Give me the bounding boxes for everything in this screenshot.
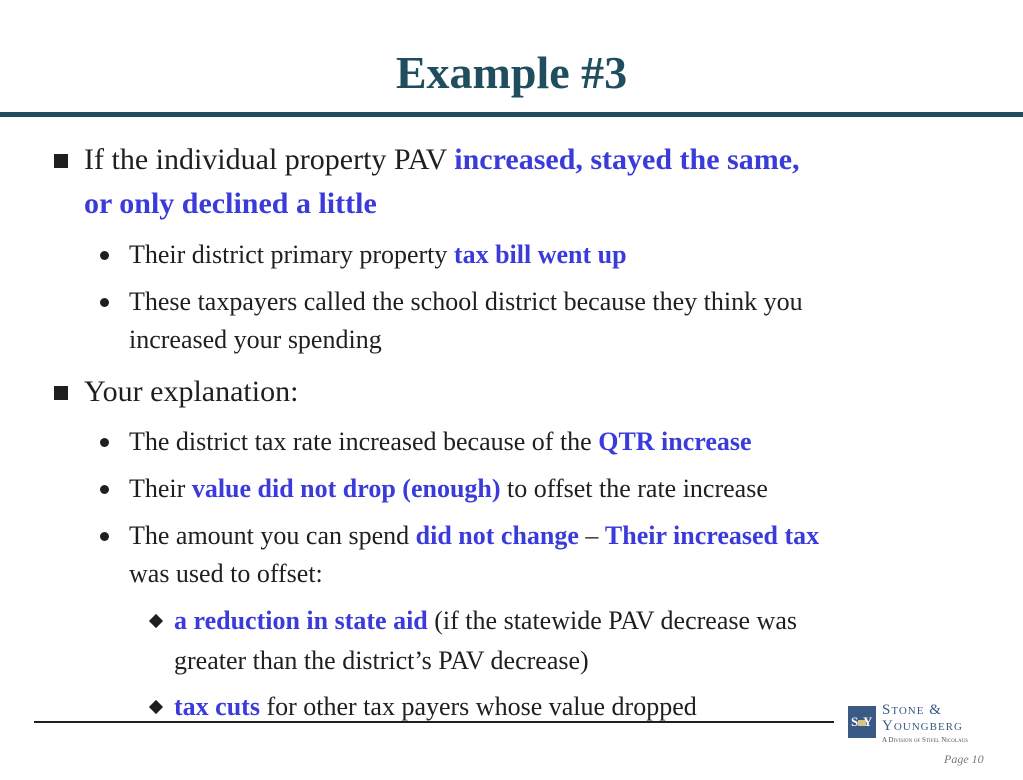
- highlight-text: increased, stayed the same,: [454, 143, 800, 176]
- highlight-text: value did not drop (enough): [191, 474, 501, 503]
- highlight-text: tax bill went up: [453, 240, 627, 269]
- square-bullet-icon: [54, 154, 68, 168]
- bullet-text: a reduction in state aid (if the statewide PAV decrease was greater than the district’s PAV decrease): [174, 606, 797, 675]
- highlight-text: Their increased tax: [604, 521, 820, 550]
- diamond-bullet-icon: [149, 700, 163, 714]
- square-bullet-icon: [54, 386, 68, 400]
- bullet-text: Their district primary property tax bill went up: [129, 240, 627, 269]
- stone-youngberg-logo-icon: [848, 706, 876, 738]
- highlight-text: a reduction in state aid: [174, 606, 428, 635]
- highlight-text: tax cuts: [174, 692, 260, 721]
- round-bullet-icon: [100, 532, 109, 541]
- logo-letter-y: Y: [863, 714, 873, 729]
- bullet-text: The district tax rate increased because of the QTR increase: [129, 427, 752, 456]
- diamond-bullet-icon: [149, 614, 163, 628]
- logo-letter-s: S: [851, 714, 859, 729]
- bullet-text: tax cuts for other tax payers whose value dropped: [174, 692, 697, 721]
- bullet-text: The amount you can spend did not change – Their increased tax was used to offset:: [129, 521, 820, 588]
- page-number: Page 10: [944, 752, 984, 766]
- logo-subtitle: A Division of Stifel Nicolaus: [882, 736, 968, 744]
- round-bullet-icon: [100, 438, 109, 447]
- bullet-text: Your explanation:: [84, 375, 299, 408]
- highlight-text: QTR increase: [598, 427, 752, 456]
- highlight-text: did not change: [415, 521, 579, 550]
- highlight-text: or only declined a little: [84, 187, 377, 220]
- round-bullet-icon: [100, 485, 109, 494]
- logo-name-line1: Stone &: [882, 702, 942, 718]
- logo-name-line2: Youngberg: [882, 718, 963, 734]
- bullet-text: Their value did not drop (enough) to offset the rate increase: [129, 474, 768, 503]
- bullet-text: If the individual property PAV increased, stayed the same, or only declined a little: [84, 143, 800, 220]
- bullet-text: These taxpayers called the school district because they think you increased your spending: [129, 287, 803, 354]
- footer-divider: [34, 721, 834, 723]
- round-bullet-icon: [100, 251, 109, 260]
- slide-title: Example #3: [395, 47, 628, 98]
- round-bullet-icon: [100, 298, 109, 307]
